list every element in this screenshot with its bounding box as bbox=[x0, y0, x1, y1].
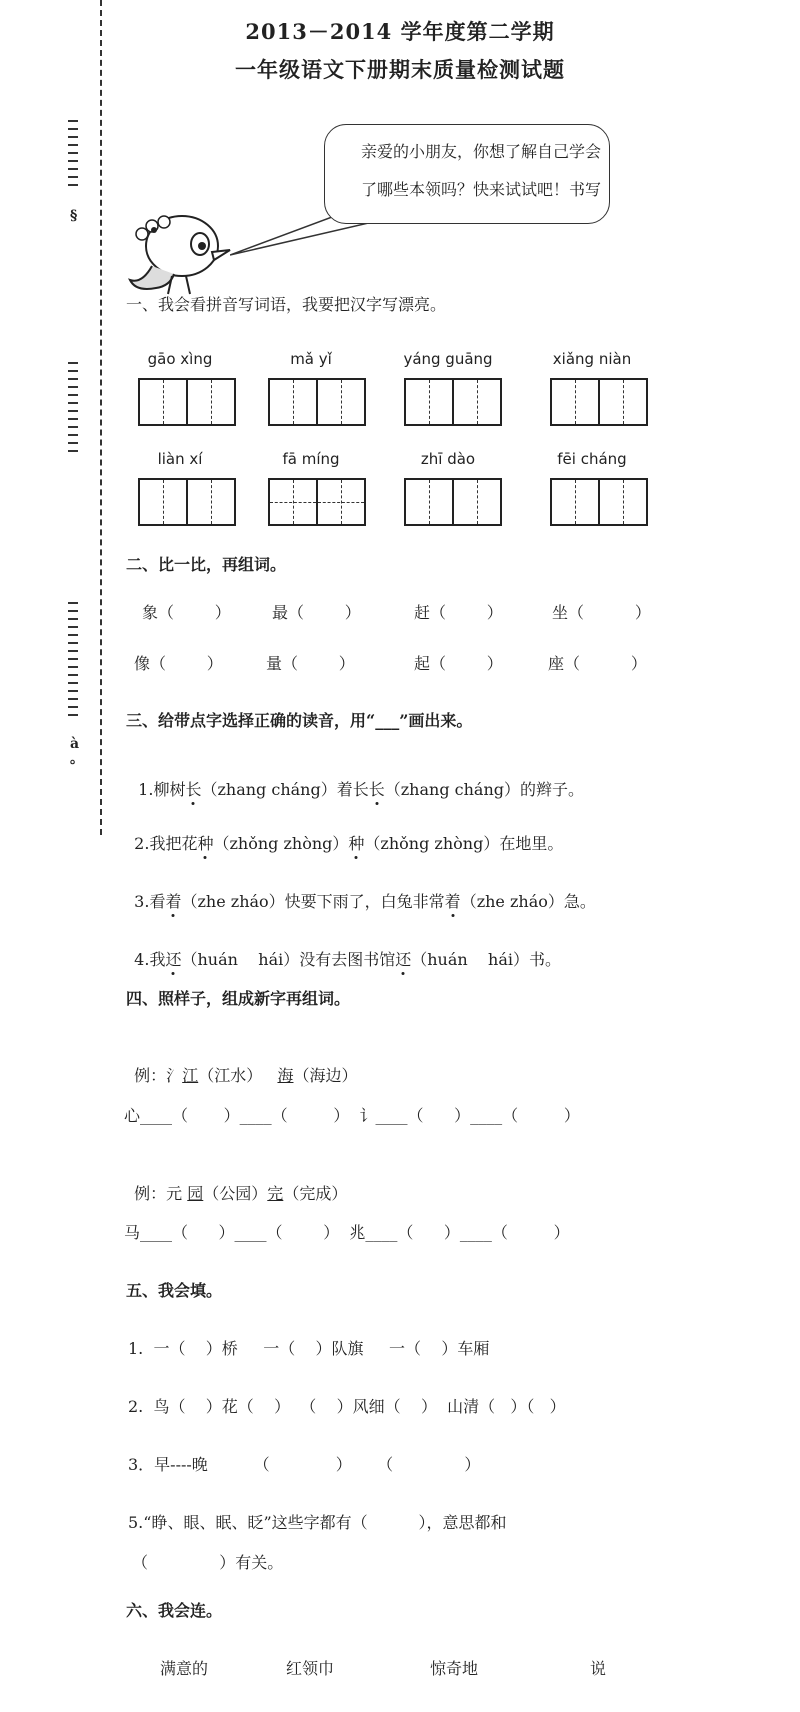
reading-question-2: 2.我把花种（zhǒng zhòng）种（zhǒng zhòng）在地里。 bbox=[134, 834, 564, 853]
bubble-text-line: 了哪些本领吗？快来试试吧！书写 bbox=[361, 180, 602, 199]
example-line-1: 例：氵江（江水） 海（海边） bbox=[134, 1066, 358, 1085]
margin-mark: § bbox=[70, 208, 78, 224]
binding-line bbox=[100, 0, 102, 835]
section-5-heading: 五、我会填。 bbox=[126, 1281, 223, 1300]
section-4-heading: 四、照样子，组成新字再组词。 bbox=[126, 989, 351, 1008]
fill-question-2: 2. 鸟（ ）花（ ） （ ）风细（ ） 山清（ ）（ ） bbox=[128, 1397, 566, 1416]
reading-question-3: 3.看着（zhe zháo）快要下雨了，白兔非常着（zhe zháo）急。 bbox=[134, 892, 596, 911]
match-word[interactable]: 满意的 bbox=[160, 1659, 209, 1678]
writing-grid[interactable] bbox=[268, 478, 366, 526]
match-word[interactable]: 说 bbox=[590, 1659, 607, 1678]
writing-grid[interactable] bbox=[138, 478, 236, 526]
pinyin-label: xiǎng niàn bbox=[552, 350, 632, 368]
pinyin-label: zhī dào bbox=[420, 450, 476, 468]
pinyin-label: fēi cháng bbox=[557, 450, 627, 468]
writing-grid[interactable] bbox=[550, 478, 648, 526]
fill-question-5: 5.“睁、眼、眠、眨”这些字都有（ ），意思都和 bbox=[128, 1513, 507, 1532]
pinyin-label: yáng guāng bbox=[403, 350, 493, 368]
page-title: 2013－2014 学年度第二学期 bbox=[245, 19, 555, 44]
section-3-heading: 三、给带点字选择正确的读音，用“___”画出来。 bbox=[126, 711, 473, 730]
writing-grid[interactable] bbox=[404, 478, 502, 526]
pinyin-label: gāo xìng bbox=[147, 350, 213, 368]
compare-item: 最（ ） bbox=[272, 603, 361, 622]
fill-question-1: 1. 一（ ）桥 一（ ）队旗 一（ ）车厢 bbox=[128, 1339, 490, 1358]
page-subtitle: 一年级语文下册期末质量检测试题 bbox=[235, 57, 565, 82]
section-6-heading: 六、我会连。 bbox=[126, 1601, 223, 1620]
reading-question-4: 4.我还（huán hái）没有去图书馆还（huán hái）书。 bbox=[134, 950, 562, 969]
match-word[interactable]: 红领巾 bbox=[286, 1659, 335, 1678]
compare-item: 象（ ） bbox=[142, 603, 231, 622]
writing-grid[interactable] bbox=[268, 378, 366, 426]
margin-mark: à bbox=[70, 736, 80, 752]
example-line-2: 例：元 园（公园）完（完成） bbox=[134, 1184, 348, 1203]
compare-item: 坐（ ） bbox=[552, 603, 651, 622]
reading-question-1: 1.柳树长（zhang cháng）着长长（zhang cháng）的辫子。 bbox=[138, 780, 585, 799]
fill-line: 心____（ ）____（ ） 讠____（ ）____（ ） bbox=[124, 1106, 580, 1125]
writing-grid[interactable] bbox=[550, 378, 648, 426]
fill-question-5-cont: （ ）有关。 bbox=[132, 1553, 284, 1572]
bubble-text-line: 亲爱的小朋友，你想了解自己学会 bbox=[361, 142, 602, 161]
pinyin-label: fā míng bbox=[282, 450, 340, 468]
section-2-heading: 二、比一比，再组词。 bbox=[126, 555, 287, 574]
margin-ticks-2 bbox=[68, 362, 78, 458]
section-1-heading: 一、我会看拼音写词语，我要把汉字写漂亮。 bbox=[126, 295, 447, 314]
match-word[interactable]: 惊奇地 bbox=[430, 1659, 479, 1678]
compare-item: 像（ ） bbox=[134, 654, 223, 673]
compare-item: 量（ ） bbox=[266, 654, 355, 673]
writing-grid[interactable] bbox=[404, 378, 502, 426]
compare-item: 座（ ） bbox=[548, 654, 647, 673]
pinyin-label: mǎ yǐ bbox=[290, 350, 332, 368]
compare-item: 赶（ ） bbox=[414, 603, 503, 622]
margin-mark: 。 bbox=[70, 751, 84, 767]
margin-ticks-1 bbox=[68, 120, 78, 192]
fill-line: 马____（ ）____（ ） 兆____（ ）____（ ） bbox=[124, 1223, 570, 1242]
margin-ticks-3 bbox=[68, 602, 78, 722]
pinyin-label: liàn xí bbox=[157, 450, 203, 468]
writing-grid[interactable] bbox=[138, 378, 236, 426]
speech-bubble bbox=[324, 124, 610, 224]
fill-question-3: 3．早----晚 （ ） （ ） bbox=[128, 1455, 481, 1474]
compare-item: 起（ ） bbox=[414, 654, 503, 673]
